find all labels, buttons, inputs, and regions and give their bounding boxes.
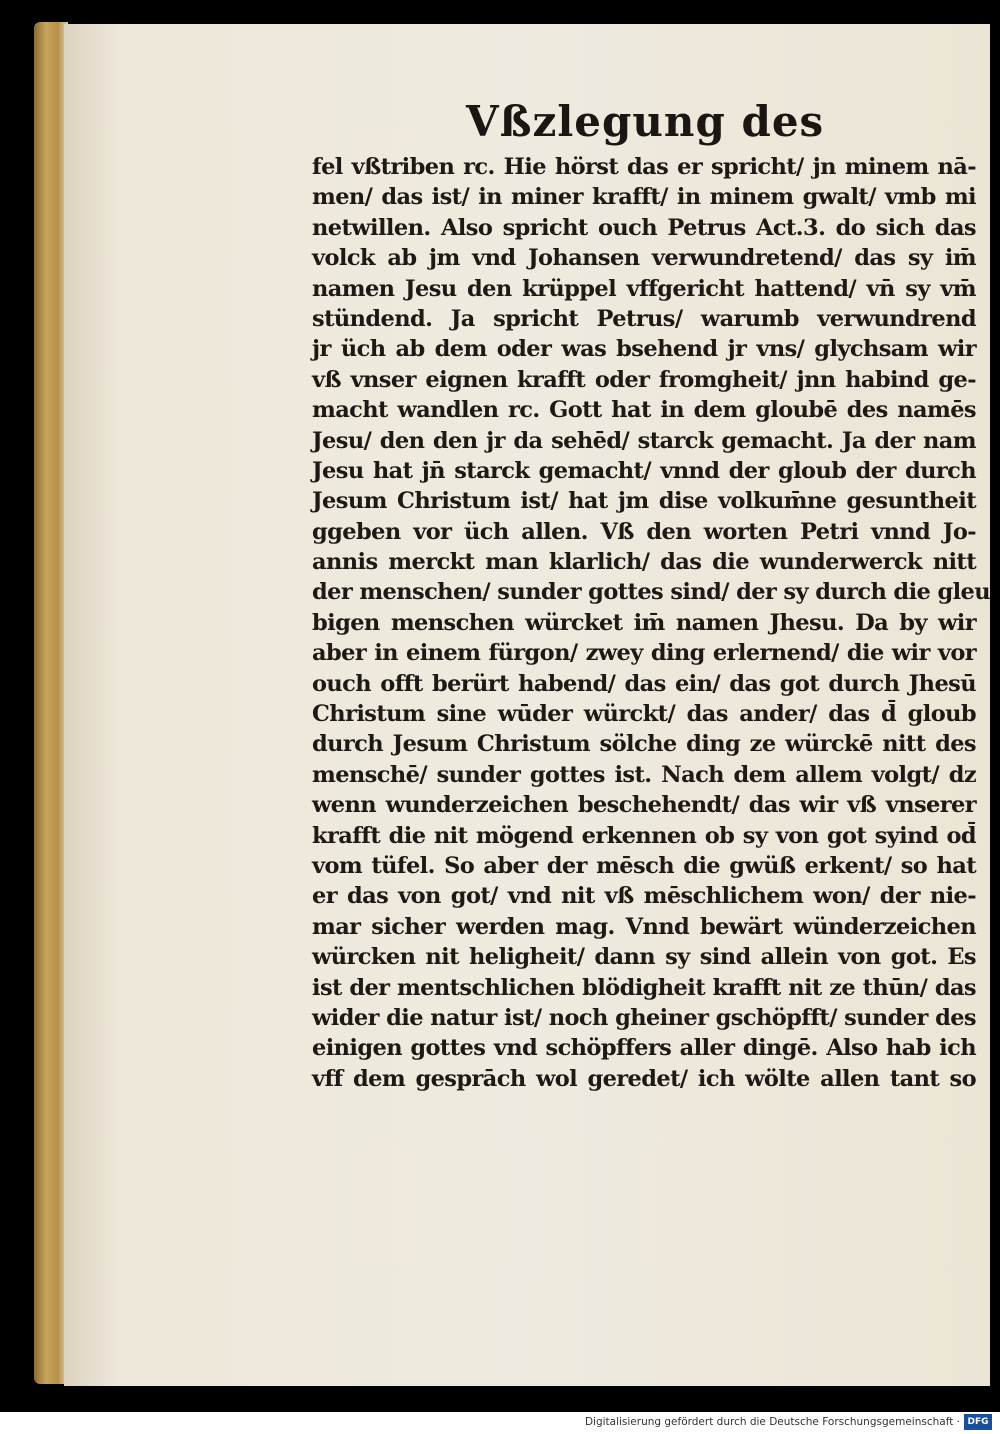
text-line: vom tüfel. So aber der mēsch die gwüß erkent/ so hat [312, 852, 976, 879]
text-line: menschē/ sunder gottes ist. Nach dem allem volgt/ dz [312, 761, 976, 788]
text-line: stündend. Ja spricht Petrus/ warumb verwundrend [312, 305, 976, 332]
text-line: vß vnser eignen krafft oder fromgheit/ jnn habind ge- [312, 366, 976, 393]
text-line: vff dem gesprāch wol geredet/ ich wölte allen tant so [312, 1065, 976, 1092]
dfg-logo-icon: DFG [964, 1414, 992, 1430]
text-line: mar sicher werden mag. Vnnd bewärt wünderzeichen [312, 913, 976, 940]
text-line: Jesum Christum ist/ hat jm dise volkum̄ne gesuntheit [312, 488, 976, 515]
text-line: Jesu hat jn̄ starck gemacht/ vnnd der gloub der durch [312, 457, 976, 484]
text-line: er das von got/ vnd nit vß mēschlichem won/ der nie- [312, 883, 976, 910]
text-line: macht wandlen rc. Gott hat in dem gloubē des namēs [312, 397, 976, 424]
text-line: Christum sine wūder würckt/ das ander/ das d̄ gloub [312, 701, 976, 728]
book-page-edge [34, 22, 68, 1384]
footer-credit: Digitalisierung gefördert durch die Deutsche Forschungsgemeinschaft · [584, 1416, 960, 1428]
text-line: jr üch ab dem oder was bsehend jr vns/ glychsam wir [312, 336, 976, 363]
text-line: einigen gottes vnd schöpffers aller dingē. Also hab ich [312, 1035, 976, 1062]
text-line: namen Jesu den krüppel vffgericht hattend/ vn̄ sy vm̄ [312, 275, 976, 302]
text-line: der menschen/ sunder gottes sind/ der sy durch die gleu [312, 579, 991, 606]
text-line: ggeben vor üch allen. Vß den worten Petri vnnd Jo- [312, 518, 976, 545]
text-line: men/ das ist/ in miner krafft/ in minem gwalt/ vmb mi [312, 184, 976, 211]
text-line: aber in einem fürgon/ zwey ding erlernend/ die wir vor [312, 640, 976, 667]
text-line: bigen menschen würcket im̄ namen Jhesu. Da by wir [312, 609, 976, 636]
text-line: ouch offt berürt habend/ das ein/ das got durch Jhesū [312, 670, 976, 697]
text-line: volck ab jm vnd Johansen verwundretend/ das sy im̄ [312, 245, 976, 272]
text-line: durch Jesum Christum sölche ding ze würckē nitt des [312, 731, 976, 758]
text-line: ist der mentschlichen blödigheit krafft nit ze thūn/ das [312, 974, 976, 1001]
text-line: wenn wunderzeichen beschehendt/ das wir vß vnserer [312, 792, 976, 819]
text-line: netwillen. Also spricht ouch Petrus Act.3. do sich das [312, 214, 976, 241]
text-line: krafft die nit mögend erkennen ob sy von got syind od̄ [312, 822, 976, 849]
text-block [312, 152, 991, 1094]
text-line: Jesu/ den den jr da sehēd/ starck gemacht. Ja der nam [312, 427, 976, 454]
text-line: wider die natur ist/ noch gheiner gschöpfft/ sunder des [312, 1004, 976, 1031]
text-line: würcken nit heligheit/ dann sy sind allein von got. Es [312, 944, 976, 971]
text-line: annis merckt man klarlich/ das die wunderwerck nitt [312, 549, 976, 576]
text-line: fel vßtriben rc. Hie hörst das er spricht/ jn minem nā- [312, 154, 976, 180]
running-head: Vßzlegung des [466, 97, 825, 146]
